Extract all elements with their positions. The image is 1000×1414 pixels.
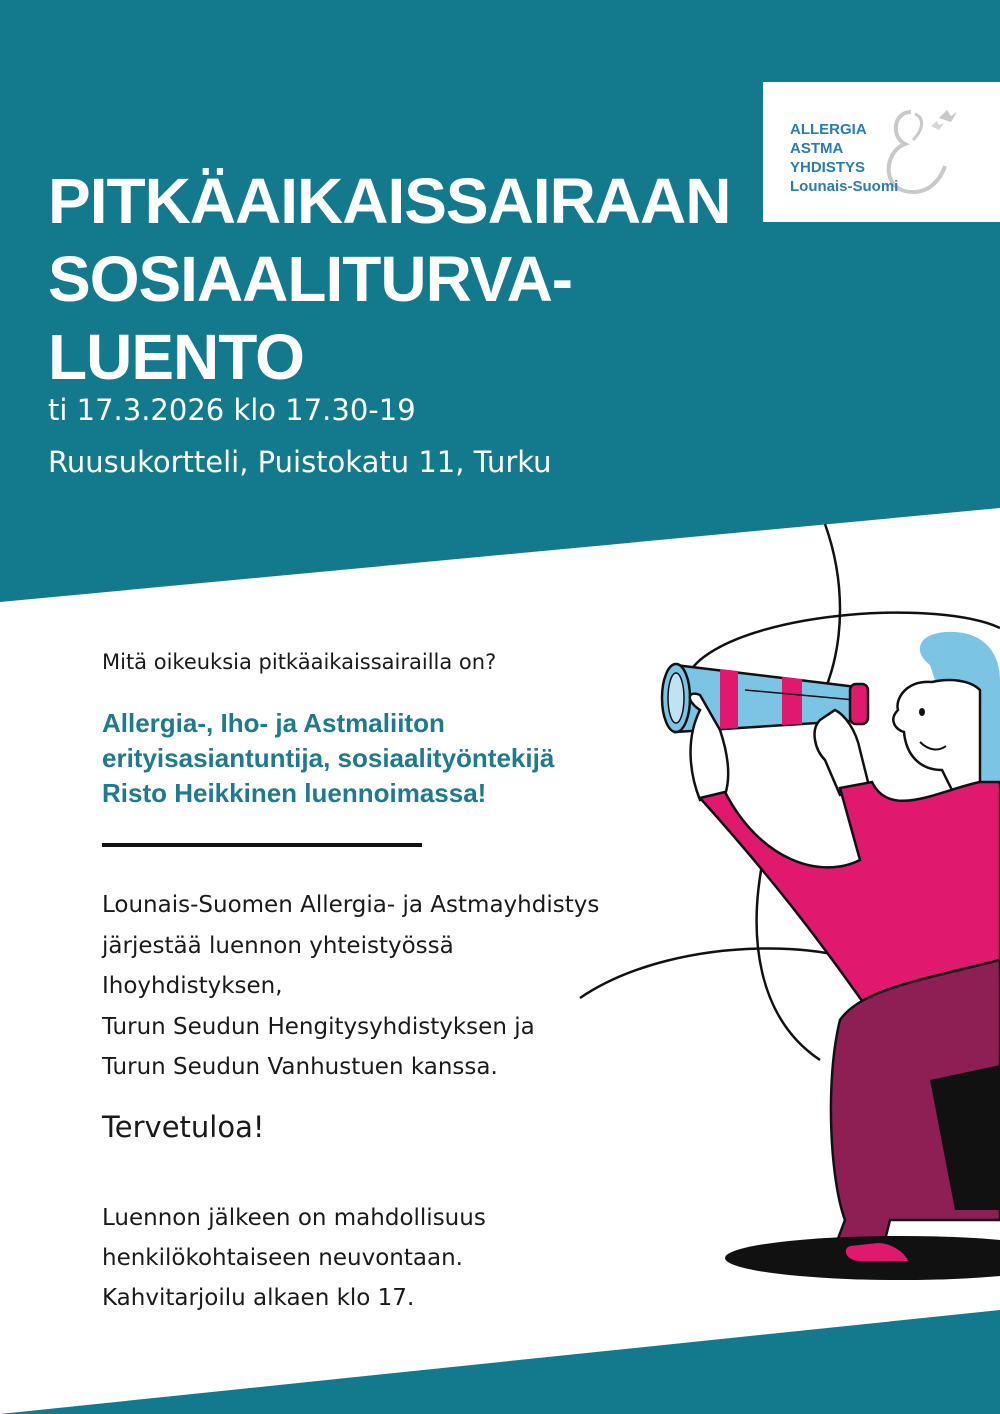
organization-logo (763, 82, 1000, 222)
body-line: Lounais-Suomen Allergia- ja Astmayhdistys (102, 892, 600, 918)
section-divider (102, 843, 422, 847)
footer-line: Kahvitarjoilu alkaen klo 17. (102, 1285, 415, 1311)
footer-line: Luennon jälkeen on mahdollisuus (102, 1205, 486, 1231)
highlight-line: Risto Heikkinen luennoimassa! (102, 778, 487, 808)
title-line: PITKÄAIKAISSAIRAAN (48, 165, 731, 237)
footer-band (0, 1310, 1000, 1414)
body-line: Ihoyhdistyksen, (102, 973, 283, 999)
intro-question: Mitä oikeuksia pitkäaikaissairailla on? (102, 650, 497, 674)
footer-line: henkilökohtaiseen neuvontaan. (102, 1245, 463, 1271)
logo-line: ASTMA (790, 140, 844, 157)
logo-line: Lounais-Suomi (790, 178, 899, 195)
body-line: järjestää luennon yhteistyössä (102, 932, 454, 959)
body-line: Turun Seudun Vanhustuen kanssa. (102, 1054, 498, 1080)
speaker-highlight (102, 706, 662, 811)
event-date: ti 17.3.2026 klo 17.30-19 (48, 393, 416, 427)
highlight-line: erityisasiantuntija, sosiaalityöntekijä (102, 743, 555, 773)
title-line: LUENTO (48, 321, 304, 393)
body-line: Turun Seudun Hengitysyhdistyksen ja (102, 1013, 535, 1040)
page-title (48, 162, 730, 396)
footer-info (102, 1198, 486, 1318)
logo-text (790, 120, 898, 196)
event-place: Ruusukortteli, Puistokatu 11, Turku (48, 445, 552, 479)
title-line: SOSIAALITURVA- (48, 243, 573, 315)
highlight-line: Allergia-, Iho- ja Astmaliiton (102, 708, 445, 738)
welcome-text: Tervetuloa! (102, 1110, 265, 1144)
logo-line: YHDISTYS (790, 159, 866, 176)
woman-with-telescope-illustration (560, 520, 1000, 1280)
logo-line: ALLERGIA (790, 121, 867, 138)
organizer-text (102, 885, 599, 1088)
